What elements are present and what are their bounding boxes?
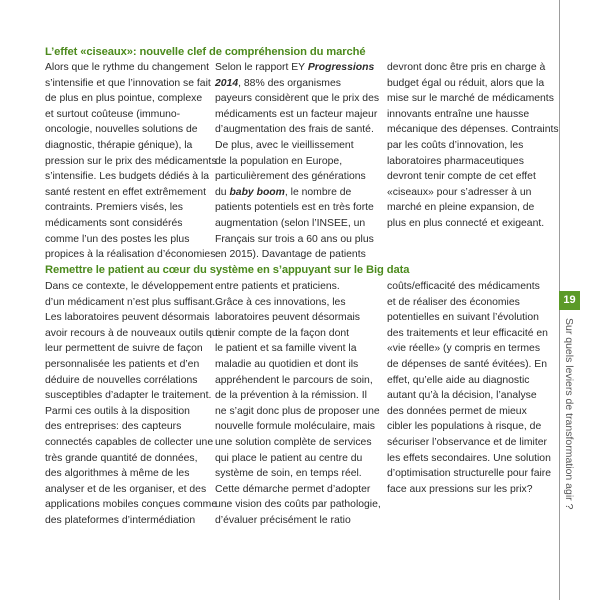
- text-line: Dans ce contexte, le développement: [45, 281, 214, 292]
- text-run: en 2015). Davantage de patients: [215, 249, 366, 261]
- text-line: avoir recours à de nouveaux outils qui: [45, 327, 221, 339]
- text-line: diagnostic, thérapie génique), la: [45, 139, 193, 151]
- emphasis-run: baby boom: [229, 186, 285, 198]
- text-line: budget égal ou réduit, alors que la: [387, 77, 545, 89]
- text-line: [215, 60, 385, 76]
- text-line: [215, 232, 385, 248]
- text-line: laboratoires peuvent désormais: [215, 312, 360, 324]
- text-line: connectés capables de collecter une: [45, 436, 214, 448]
- text-run: payeurs considèrent que le prix des: [215, 93, 380, 105]
- text-line: médicaments sont considérés: [45, 217, 183, 229]
- text-line: devront donc être pris en charge à: [387, 62, 546, 73]
- text-line: et surtout coûteuse (immuno-: [45, 108, 181, 120]
- text-column: [215, 60, 385, 263]
- text-line: personnalisée les patients et d’en: [45, 358, 200, 370]
- text-line: ne s’agit donc plus de proposer une: [215, 405, 380, 417]
- text-line: innovants entraîne une hausse: [387, 108, 530, 120]
- text-line: [215, 169, 385, 185]
- text-line: [215, 122, 385, 138]
- text-line: d’un médicament n’est plus suffisant.: [45, 296, 216, 308]
- text-line: Grâce à ces innovations, les: [215, 296, 346, 308]
- text-line: par les coûts d’innovation, les: [387, 139, 524, 151]
- text-line: «vie réelle» (y compris en termes: [387, 343, 541, 355]
- text-line: contraints. Premiers visés, les: [45, 202, 184, 214]
- text-line: [215, 200, 385, 216]
- page-number-badge: 19: [559, 291, 580, 310]
- text-line: d’optimisation structurelle pour faire: [387, 468, 552, 480]
- text-line: [215, 154, 385, 170]
- text-line: et de réaliser des économies: [387, 296, 520, 308]
- text-line: pression sur le prix des médicaments: [45, 155, 217, 167]
- text-line: une solution complète de services: [215, 436, 372, 448]
- text-line: oncologie, nouvelles solutions de: [45, 124, 198, 136]
- text-line: s’intensifie et que l’innovation se fait: [45, 77, 211, 89]
- text-line: coûts/efficacité des médicaments: [387, 281, 540, 292]
- text-line: applications mobiles conçues comme: [45, 499, 218, 511]
- text-column: [45, 60, 219, 263]
- text-column: [387, 60, 557, 232]
- text-line: face aux pressions sur les prix?: [387, 483, 533, 495]
- text-line: tenir compte de la façon dont: [215, 327, 350, 339]
- text-line: potentielles en suivant l’évolution: [387, 312, 539, 324]
- text-run: médicaments est un facteur majeur: [215, 108, 378, 120]
- text-run: patients potentiels est en très forte: [215, 202, 374, 214]
- text-line: s’intensifie. Les budgets dédiés à la: [45, 171, 210, 183]
- text-line: de la prévention à la rémission. Il: [215, 390, 367, 402]
- text-line: des plateformes d’intermédiation: [45, 514, 196, 526]
- text-line: maladie au quotidien et dont ils: [215, 358, 359, 370]
- text-line: leur permettent de suivre de façon: [45, 343, 203, 355]
- text-column: [387, 279, 557, 497]
- text-line: système de soin, en temps réel.: [215, 468, 362, 480]
- text-line: devront tenir compte de cet effet: [387, 171, 536, 183]
- text-line: autant qu’à la décision, l’analyse: [387, 390, 537, 402]
- text-line: analyser et de les organiser, et des: [45, 483, 207, 495]
- text-line: mise sur le marché de médicaments: [387, 93, 554, 105]
- text-line: déduire de nouvelles corrélations: [45, 374, 198, 386]
- text-line: mécanique des dépenses. Contraints: [387, 124, 559, 136]
- text-column: [215, 279, 385, 529]
- text-line: d’évaluer précisément le ratio: [215, 514, 351, 526]
- text-column: [45, 279, 221, 529]
- text-line: les effets secondaires. Une solution: [387, 452, 551, 464]
- margin-rule: [559, 0, 560, 291]
- text-line: entre patients et praticiens.: [215, 281, 340, 292]
- text-line: [215, 76, 385, 92]
- text-line: Alors que le rythme du changement: [45, 62, 210, 73]
- text-line: des traitements et leur efficacité en: [387, 327, 548, 339]
- text-line: [215, 185, 385, 201]
- margin-rule: [559, 310, 560, 600]
- text-run: de la population en Europe,: [215, 155, 343, 167]
- section-heading-big-data: Remettre le patient au cœur du système en s’appuyant sur le Big data: [45, 264, 410, 276]
- text-line: une vision des coûts par pathologie,: [215, 499, 381, 511]
- text-line: Les laboratoires peuvent désormais: [45, 312, 210, 324]
- text-run: De plus, avec le vieillissement: [215, 139, 354, 151]
- running-title: Sur quels leviers de transformation agir ?: [563, 318, 575, 510]
- text-line: «ciseaux» pour s’adresser à un: [387, 186, 532, 198]
- text-line: comme l’un des postes les plus: [45, 233, 190, 245]
- text-line: cibler les populations à risque, de: [387, 421, 542, 433]
- text-line: Parmi ces outils à la disposition: [45, 405, 190, 417]
- text-line: susceptibles d’adapter le traitement.: [45, 390, 212, 402]
- text-line: marché en pleine expansion, de: [387, 202, 535, 214]
- section-heading-ciseaux: L’effet «ciseaux»: nouvelle clef de compréhension du marché: [45, 46, 366, 58]
- text-run: Selon le rapport EY: [215, 62, 308, 73]
- text-line: sécuriser l’observance et de limiter: [387, 436, 547, 448]
- text-line: appréhendent le parcours de soin,: [215, 374, 373, 386]
- text-run: augmentation (selon l’INSEE, un: [215, 217, 366, 229]
- text-line: très grande quantité de données,: [45, 452, 198, 464]
- text-run: , le nombre de: [284, 186, 352, 198]
- text-run: particulièrement des générations: [215, 171, 366, 183]
- text-line: de plus en plus pointue, complexe: [45, 93, 203, 105]
- emphasis-run: Progressions: [307, 62, 375, 73]
- text-run: , 88% des organismes: [238, 77, 341, 89]
- text-line: [215, 107, 385, 123]
- text-line: effet, qu’elle aide au diagnostic: [387, 374, 530, 386]
- text-line: qui place le patient au centre du: [215, 452, 363, 464]
- text-line: plus en plus connecté et exigeant.: [387, 217, 545, 229]
- text-line: [215, 216, 385, 232]
- text-line: [215, 91, 385, 107]
- text-line: le patient et sa famille vivent la: [215, 343, 357, 355]
- text-line: des entreprises: des capteurs: [45, 421, 182, 433]
- text-run: Français sur trois a 60 ans ou plus: [215, 233, 374, 245]
- text-line: Cette démarche permet d’adopter: [215, 483, 371, 495]
- emphasis-run: 2014: [215, 77, 239, 89]
- text-run: du: [215, 186, 230, 198]
- text-line: [215, 138, 385, 154]
- text-line: des algorithmes à même de les: [45, 468, 190, 480]
- text-line: [215, 247, 385, 263]
- text-line: de dépenses de santé évitées). En: [387, 358, 548, 370]
- text-line: nouvelle formule moléculaire, mais: [215, 421, 375, 433]
- text-run: d’augmentation des frais de santé.: [215, 124, 374, 136]
- text-line: propices à la réalisation d’économies.: [45, 249, 219, 261]
- text-line: laboratoires pharmaceutiques: [387, 155, 524, 167]
- text-line: des données permet de mieux: [387, 405, 527, 417]
- text-line: santé restent en effet extrêmement: [45, 186, 206, 198]
